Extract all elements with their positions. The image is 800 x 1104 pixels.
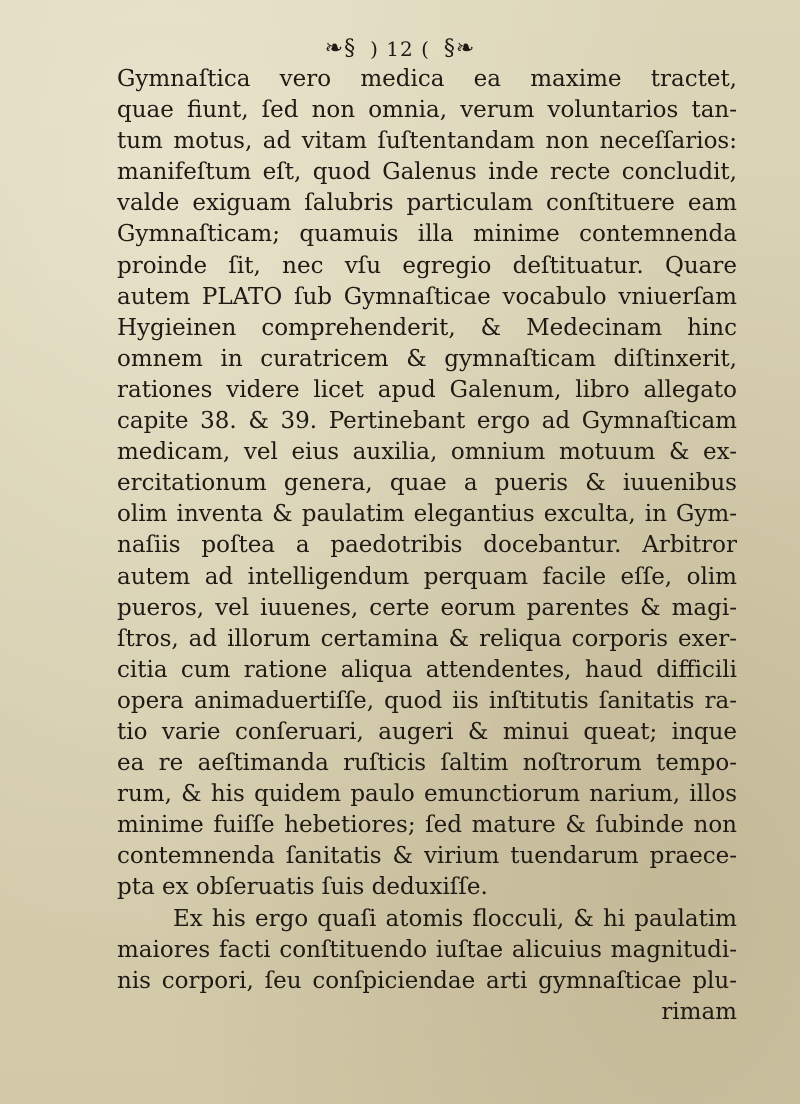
text-line: proinde ſit, nec vſu egregio deſtituatur. Quare xyxy=(117,252,737,279)
text-line: rationes videre licet apud Galenum, libro allegato xyxy=(117,376,737,403)
text-line: autem ad intelligendum perquam facile eſſe, olim xyxy=(117,563,737,590)
text-line: tio varie conſeruari, augeri & minui queat; inque xyxy=(117,718,737,745)
text-line: manifeſtum eſt, quod Galenus inde recte concludit, xyxy=(117,159,737,186)
text-line: medicam, vel eius auxilia, omnium motuum & ex- xyxy=(117,439,737,466)
text-line: capite 38. & 39. Pertinebant ergo ad Gymnaſticam xyxy=(117,408,737,435)
left-ornament-icon: ❧§ xyxy=(324,36,357,61)
text-line: tum motus, ad vitam ſuſtentandam non neceſſarios: xyxy=(117,128,737,155)
main-text xyxy=(117,64,737,1028)
text-line: Gymnaſticam; quamuis illa minime contemnenda xyxy=(117,221,737,248)
text-line: ercitationum genera, quae a pueris & iuuenibus xyxy=(117,470,737,497)
text-line: omnem in curatricem & gymnaſticam diſtinxerit, xyxy=(117,345,737,372)
text-line: olim inventa & paulatim elegantius exculta, in Gym- xyxy=(117,501,737,528)
text-line: ſtros, ad illorum certamina & reliqua corporis exer- xyxy=(117,625,737,652)
text-line: naſiis poſtea a paedotribis docebantur. Arbitror xyxy=(117,532,737,559)
catchword: rimam xyxy=(661,998,737,1025)
right-ornament-icon: §❧ xyxy=(443,36,476,61)
text-line: citia cum ratione aliqua attendentes, haud difficili xyxy=(117,656,737,683)
text-line: minime fuiſſe hebetiores; ſed mature & ſubinde non xyxy=(117,812,737,839)
text-line: maiores facti conſtituendo iuſtae alicuius magnitudi- xyxy=(117,936,737,963)
page-header xyxy=(0,36,800,62)
text-line: pta ex obſeruatis ſuis deduxiſſe. xyxy=(117,874,488,901)
text-line: nis corpori, ſeu conſpiciendae arti gymnaſticae plu- xyxy=(117,967,737,994)
page-number: ) 12 ( xyxy=(370,37,430,61)
text-line: valde exiguam ſalubris particulam conſtituere eam xyxy=(117,190,737,217)
text-line: contemnenda ſanitatis & virium tuendarum praece- xyxy=(117,843,737,870)
paragraph-1 xyxy=(117,64,737,904)
paragraph-2 xyxy=(117,904,737,1028)
text-line: Hygieinen comprehenderit, & Medecinam hinc xyxy=(117,314,737,341)
text-line: opera animaduertiſſe, quod iis inſtitutis ſanitatis ra- xyxy=(117,687,737,714)
text-line: quae fiunt, ſed non omnia, verum voluntarios tan- xyxy=(117,97,737,124)
text-line: pueros, vel iuuenes, certe eorum parentes & magi- xyxy=(117,594,737,621)
text-line: ea re aeſtimanda ruſticis ſaltim noſtrorum tempo- xyxy=(117,750,737,777)
text-line: Gymnaſtica vero medica ea maxime tractet, xyxy=(117,66,737,92)
text-line: Ex his ergo quaſi atomis flocculi, & hi paulatim xyxy=(173,905,737,932)
text-line: rum, & his quidem paulo emunctiorum narium, illos xyxy=(117,781,737,808)
text-line: autem PLATO ſub Gymnaſticae vocabulo vniuerſam xyxy=(117,283,737,310)
